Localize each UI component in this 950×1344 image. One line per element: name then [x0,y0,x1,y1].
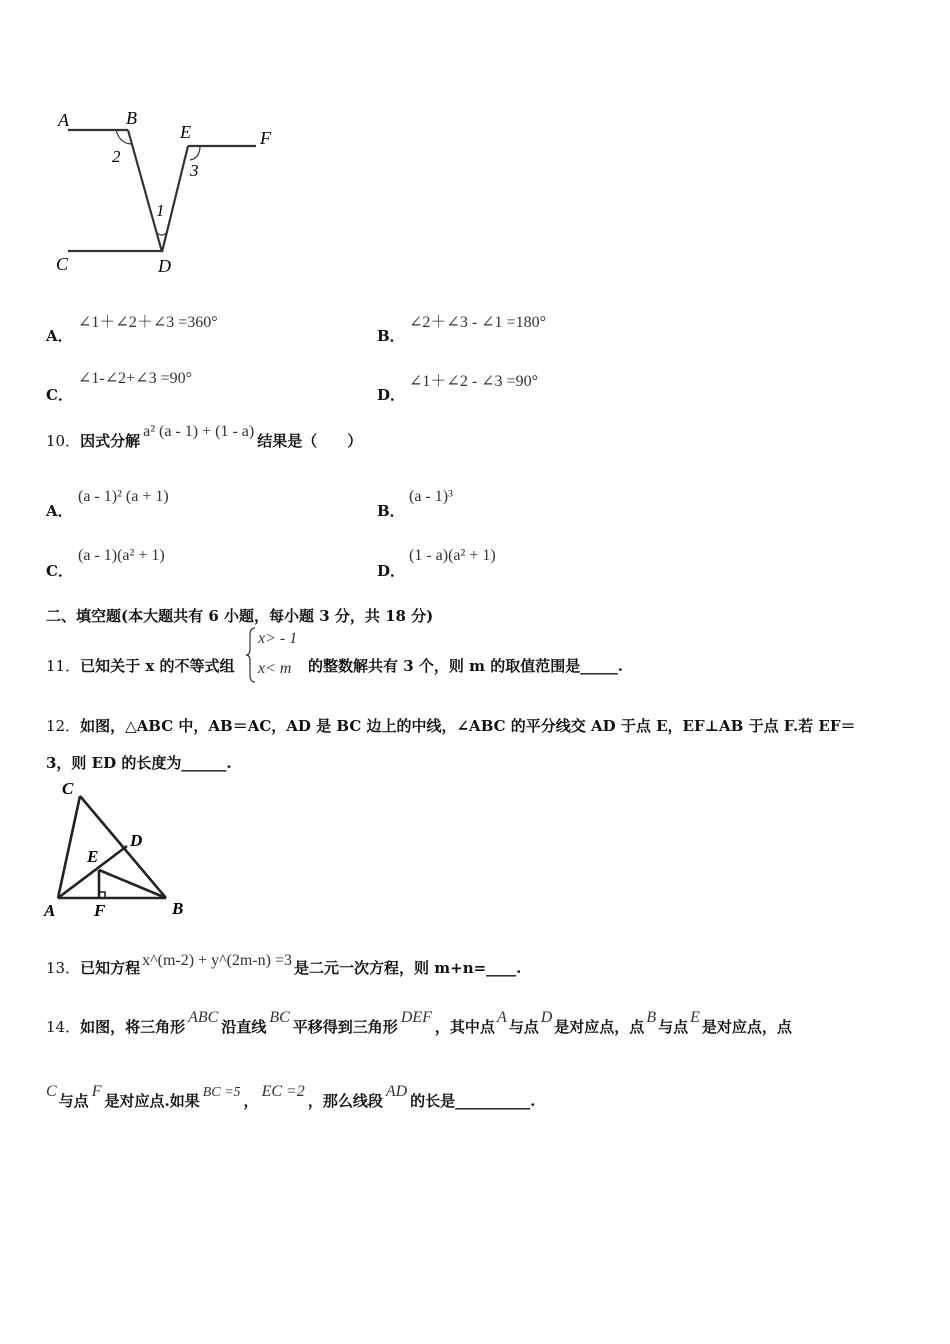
label-B: B [126,108,137,128]
q14-text: 是对应点，点 [701,1018,792,1036]
q10-stem [46,423,363,451]
q12-line-2: 3，则 ED 的长度为______. [46,754,232,772]
q13-prefix: 已知方程 [80,959,141,977]
q14-math: A [496,1009,507,1026]
label-C: C [56,254,69,274]
fig-label-E: E [87,847,99,866]
q14-text: 沿直线 [221,1018,267,1036]
label-D: D [158,256,171,276]
q9-option-c-expr: ∠1-∠2+∠3 =90° [78,370,192,387]
q10-option-a-letter: A． [46,502,73,520]
q10-option-d-expr: (1 - a)(a² + 1) [409,547,496,564]
label-angle-3: 3 [190,161,199,180]
label-angle-2: 2 [112,147,121,166]
q11-stem [46,655,234,676]
q10-suffix: 结果是（ ） [257,432,363,450]
q14-text: ， [243,1092,259,1110]
q13-suffix: 是二元一次方程，则 m+n=____. [294,959,522,977]
q13-number: 13． [46,959,81,977]
q14-text: 与点 [58,1092,89,1110]
label-F: F [260,128,271,148]
q12-number: 12． [46,717,81,735]
q9-option-a-letter: A． [46,327,73,345]
q14-text: 是对应点.如果 [104,1092,200,1110]
q10-option-b-expr: (a - 1)³ [409,488,453,505]
triangle-figure [40,778,200,923]
q14-math: C [46,1083,57,1100]
q14-math: ABC [188,1009,219,1026]
q11-inequality-1: x> - 1 [258,630,298,647]
q13-stem [46,952,522,978]
q14-text: 与点 [508,1018,539,1036]
q14-math: DEF [400,1009,432,1026]
q9-option-b-letter: B． [377,327,405,345]
q14-math: D [540,1009,553,1026]
q9-option-c-letter: C． [46,386,73,404]
q14-math: E [690,1009,700,1026]
q14-math: B [646,1009,657,1026]
q14-text: ，那么线段 [307,1092,383,1110]
q14-math: BC =5 [202,1085,241,1100]
q9-option-b-expr: ∠2＋∠3 - ∠1 =180° [409,314,546,331]
q10-prefix: 因式分解 [80,432,141,450]
angle-figure [50,100,290,280]
label-angle-1: 1 [156,201,165,220]
q10-expr: a² (a - 1) + (1 - a) [143,423,255,440]
q11-suffix: 的整数解共有 3 个，则 m 的取值范围是_____. [308,657,623,675]
q12-line-1 [46,715,855,736]
q11-prefix: 已知关于 x 的不等式组 [80,657,235,675]
q12-text-1: 如图，△ABC 中，AB＝AC，AD 是 BC 边上的中线，∠ABC 的平分线交 AD 于点 E，EF⊥AB 于点 F.若 EF＝ [80,717,856,735]
q13-expr: x^(m-2) + y^(2m-n) =3 [142,952,293,969]
q14-text: ，其中点 [434,1018,495,1036]
fig-label-B: B [172,899,184,918]
q11-number: 11． [46,657,81,675]
q14-line-1 [46,1009,792,1037]
section-heading: 二、填空题(本大题共有 6 小题，每小题 3 分，共 18 分) [46,607,434,625]
q14-line-2 [46,1083,536,1111]
q14-text: 如图，将三角形 [80,1018,186,1036]
q14-math: AD [385,1083,408,1100]
label-A: A [58,110,69,130]
q9-option-d-expr: ∠1＋∠2 - ∠3 =90° [409,373,538,390]
q10-option-c-letter: C． [46,562,73,580]
q14-math: F [91,1083,102,1100]
fig-label-F: F [94,901,106,920]
q9-option-d-letter: D． [377,386,406,404]
fig-label-A: A [44,901,56,920]
q9-option-a-expr: ∠1＋∠2＋∠3 =360° [78,314,218,331]
q10-option-c-expr: (a - 1)(a² + 1) [78,547,165,564]
fig-label-D: D [130,831,143,850]
q10-option-a-expr: (a - 1)² (a + 1) [78,488,169,505]
q10-option-d-letter: D． [377,562,406,580]
q11-inequality-2: x< m [258,660,292,677]
q10-number: 10． [46,432,81,450]
q10-option-b-letter: B． [377,502,405,520]
q14-text: 平移得到三角形 [292,1018,398,1036]
q14-text: 的长是__________. [410,1092,536,1110]
q14-number: 14． [46,1018,81,1036]
q14-text: 与点 [658,1018,689,1036]
fig-label-C: C [62,779,74,798]
q14-math: EC =2 [261,1083,305,1100]
q14-text: 是对应点，点 [554,1018,645,1036]
label-E: E [180,122,191,142]
q14-math: BC [269,1009,290,1026]
brace-icon [246,627,256,683]
